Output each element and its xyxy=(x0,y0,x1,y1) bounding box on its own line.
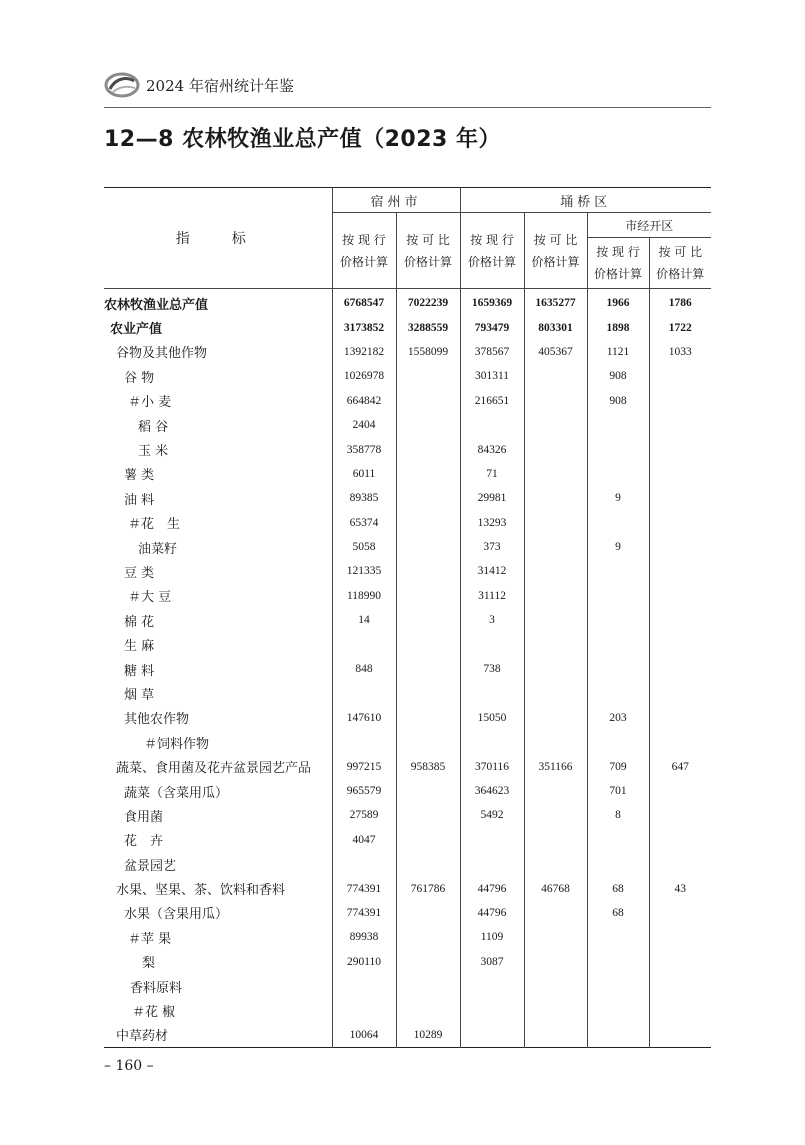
value-cell xyxy=(649,584,711,608)
value-cell: 364623 xyxy=(460,779,524,803)
value-cell: 1898 xyxy=(587,315,649,339)
row-label: 其他农作物 xyxy=(124,712,190,728)
value-cell: 118990 xyxy=(332,584,396,608)
table-row xyxy=(104,289,711,316)
value-cell xyxy=(524,462,587,486)
row-label: ＃大 豆 xyxy=(128,590,172,606)
col-header-line: 按 现 行 xyxy=(596,245,640,259)
value-cell xyxy=(396,364,460,388)
col-header-zone-comparable xyxy=(649,238,711,289)
row-label: ＃小 麦 xyxy=(128,395,172,411)
value-cell xyxy=(524,950,587,974)
col-header-line: 按 现 行 xyxy=(342,232,386,247)
value-cell: 848 xyxy=(332,657,396,681)
value-cell: 1109 xyxy=(460,925,524,949)
value-cell xyxy=(649,413,711,437)
value-cell: 6768547 xyxy=(332,289,396,316)
value-cell xyxy=(396,632,460,656)
table-row xyxy=(104,340,711,364)
value-cell: 121335 xyxy=(332,559,396,583)
value-cell xyxy=(524,657,587,681)
table-body xyxy=(104,289,711,1048)
value-cell: 5492 xyxy=(460,803,524,827)
value-cell: 46768 xyxy=(524,876,587,900)
value-cell: 29981 xyxy=(460,486,524,510)
value-cell xyxy=(524,803,587,827)
value-cell xyxy=(524,608,587,632)
value-cell xyxy=(396,413,460,437)
col-header-line: 价格计算 xyxy=(531,254,580,269)
value-cell xyxy=(460,730,524,754)
row-label: 豆 类 xyxy=(124,565,155,581)
value-cell xyxy=(460,632,524,656)
value-cell xyxy=(396,437,460,461)
col-header-line: 价格计算 xyxy=(468,254,517,269)
table-row xyxy=(104,876,711,900)
group-header-development-zone: 市经开区 xyxy=(587,213,711,238)
value-cell xyxy=(649,779,711,803)
value-cell xyxy=(396,608,460,632)
value-cell: 709 xyxy=(587,754,649,778)
value-cell xyxy=(524,974,587,998)
table-row xyxy=(104,803,711,827)
value-cell: 290110 xyxy=(332,950,396,974)
value-cell: 358778 xyxy=(332,437,396,461)
value-cell xyxy=(396,681,460,705)
value-cell xyxy=(649,901,711,925)
value-cell xyxy=(649,437,711,461)
value-cell: 1033 xyxy=(649,340,711,364)
row-label: 糖 料 xyxy=(124,663,155,679)
value-cell: 15050 xyxy=(460,706,524,730)
row-label: ＃饲料作物 xyxy=(144,736,210,752)
value-cell xyxy=(396,657,460,681)
output-value-table xyxy=(104,187,711,1048)
value-cell xyxy=(587,632,649,656)
value-cell xyxy=(396,998,460,1022)
value-cell: 31112 xyxy=(460,584,524,608)
value-cell xyxy=(587,925,649,949)
value-cell: 203 xyxy=(587,706,649,730)
value-cell xyxy=(587,681,649,705)
value-cell: 958385 xyxy=(396,754,460,778)
value-cell xyxy=(587,657,649,681)
table-row xyxy=(104,1023,711,1048)
value-cell xyxy=(396,828,460,852)
value-cell xyxy=(587,559,649,583)
table-row xyxy=(104,559,711,583)
value-cell: 1722 xyxy=(649,315,711,339)
value-cell xyxy=(524,706,587,730)
header-rule xyxy=(104,107,711,108)
value-cell xyxy=(396,803,460,827)
value-cell xyxy=(649,462,711,486)
value-cell xyxy=(460,974,524,998)
table-row xyxy=(104,462,711,486)
value-cell xyxy=(396,852,460,876)
value-cell: 701 xyxy=(587,779,649,803)
value-cell xyxy=(649,535,711,559)
table-row xyxy=(104,706,711,730)
value-cell: 31412 xyxy=(460,559,524,583)
value-cell: 1659369 xyxy=(460,289,524,316)
table-row xyxy=(104,950,711,974)
value-cell: 6011 xyxy=(332,462,396,486)
table-row xyxy=(104,998,711,1022)
value-cell: 1392182 xyxy=(332,340,396,364)
value-cell: 4047 xyxy=(332,828,396,852)
value-cell: 3288559 xyxy=(396,315,460,339)
value-cell xyxy=(332,998,396,1022)
value-cell xyxy=(524,828,587,852)
value-cell xyxy=(587,730,649,754)
value-cell xyxy=(649,657,711,681)
value-cell xyxy=(649,950,711,974)
col-header-yongqiao-comparable xyxy=(524,213,587,289)
row-label: 谷 物 xyxy=(124,370,155,386)
value-cell xyxy=(524,584,587,608)
value-cell: 1966 xyxy=(587,289,649,316)
value-cell: 7022239 xyxy=(396,289,460,316)
value-cell xyxy=(396,706,460,730)
value-cell: 44796 xyxy=(460,901,524,925)
row-label: 农业产值 xyxy=(110,322,163,338)
value-cell: 647 xyxy=(649,754,711,778)
value-cell: 664842 xyxy=(332,389,396,413)
value-cell xyxy=(524,559,587,583)
value-cell xyxy=(587,950,649,974)
table-row xyxy=(104,730,711,754)
row-label: ＃苹 果 xyxy=(128,931,172,947)
value-cell: 908 xyxy=(587,364,649,388)
value-cell xyxy=(649,486,711,510)
value-cell: 997215 xyxy=(332,754,396,778)
row-label: 薯 类 xyxy=(124,468,155,484)
value-cell xyxy=(524,681,587,705)
value-cell xyxy=(460,828,524,852)
table-row xyxy=(104,632,711,656)
value-cell: 1026978 xyxy=(332,364,396,388)
row-label: 烟 草 xyxy=(124,687,155,703)
value-cell xyxy=(649,998,711,1022)
value-cell: 1121 xyxy=(587,340,649,364)
value-cell: 373 xyxy=(460,535,524,559)
value-cell: 68 xyxy=(587,876,649,900)
table-row xyxy=(104,754,711,778)
col-header-yongqiao-current xyxy=(460,213,524,289)
table-row xyxy=(104,511,711,535)
value-cell xyxy=(649,632,711,656)
value-cell: 65374 xyxy=(332,511,396,535)
value-cell: 738 xyxy=(460,657,524,681)
value-cell: 774391 xyxy=(332,876,396,900)
value-cell xyxy=(396,974,460,998)
value-cell xyxy=(396,925,460,949)
col-header-line: 按 现 行 xyxy=(470,232,514,247)
value-cell xyxy=(587,413,649,437)
value-cell xyxy=(396,950,460,974)
value-cell xyxy=(524,364,587,388)
value-cell xyxy=(649,730,711,754)
table-row xyxy=(104,681,711,705)
value-cell xyxy=(524,901,587,925)
table-row xyxy=(104,657,711,681)
value-cell xyxy=(396,779,460,803)
row-label: 水果（含果用瓜） xyxy=(124,907,229,923)
running-header xyxy=(104,70,294,100)
value-cell: 68 xyxy=(587,901,649,925)
value-cell: 89385 xyxy=(332,486,396,510)
value-cell xyxy=(396,462,460,486)
value-cell xyxy=(524,1023,587,1048)
row-label: 油 料 xyxy=(124,492,155,508)
value-cell xyxy=(332,730,396,754)
value-cell xyxy=(649,852,711,876)
value-cell xyxy=(524,486,587,510)
value-cell xyxy=(332,974,396,998)
value-cell: 1558099 xyxy=(396,340,460,364)
value-cell xyxy=(524,925,587,949)
value-cell: 3087 xyxy=(460,950,524,974)
table-row xyxy=(104,901,711,925)
value-cell xyxy=(396,511,460,535)
value-cell: 10289 xyxy=(396,1023,460,1048)
value-cell: 803301 xyxy=(524,315,587,339)
value-cell: 9 xyxy=(587,535,649,559)
value-cell xyxy=(524,779,587,803)
row-label: 蔬菜、食用菌及花卉盆景园艺产品 xyxy=(116,761,312,777)
value-cell xyxy=(524,632,587,656)
group-header-suzhou: 宿州市 xyxy=(332,188,460,213)
value-cell: 10064 xyxy=(332,1023,396,1048)
value-cell: 43 xyxy=(649,876,711,900)
value-cell: 71 xyxy=(460,462,524,486)
value-cell: 1635277 xyxy=(524,289,587,316)
yearbook-logo-icon xyxy=(104,72,140,98)
col-header-line: 价格计算 xyxy=(656,267,705,281)
table-row xyxy=(104,852,711,876)
table-row xyxy=(104,779,711,803)
value-cell: 147610 xyxy=(332,706,396,730)
value-cell xyxy=(587,852,649,876)
value-cell: 351166 xyxy=(524,754,587,778)
value-cell xyxy=(649,559,711,583)
value-cell: 793479 xyxy=(460,315,524,339)
value-cell: 9 xyxy=(587,486,649,510)
value-cell: 3173852 xyxy=(332,315,396,339)
value-cell xyxy=(524,535,587,559)
value-cell xyxy=(460,852,524,876)
value-cell: 44796 xyxy=(460,876,524,900)
row-label: 玉 米 xyxy=(138,444,169,460)
value-cell xyxy=(524,730,587,754)
value-cell xyxy=(524,437,587,461)
table-row xyxy=(104,389,711,413)
value-cell xyxy=(460,413,524,437)
value-cell xyxy=(524,998,587,1022)
row-label: 盆景园艺 xyxy=(124,858,177,874)
running-header-text: 2024 年宿州统计年鉴 xyxy=(146,76,294,95)
value-cell: 761786 xyxy=(396,876,460,900)
value-cell xyxy=(396,559,460,583)
value-cell: 301311 xyxy=(460,364,524,388)
value-cell xyxy=(587,462,649,486)
value-cell xyxy=(649,925,711,949)
row-label: 食用菌 xyxy=(124,809,164,825)
value-cell xyxy=(587,1023,649,1048)
page-title: 12—8 农林牧渔业总产值（2023 年） xyxy=(104,127,501,152)
value-cell: 3 xyxy=(460,608,524,632)
value-cell xyxy=(396,535,460,559)
col-header-line: 按 可 比 xyxy=(533,232,578,247)
row-label: 中草药材 xyxy=(116,1029,169,1045)
row-label: ＃花 椒 xyxy=(132,1005,176,1021)
value-cell: 774391 xyxy=(332,901,396,925)
value-cell xyxy=(332,632,396,656)
table-row xyxy=(104,828,711,852)
value-cell xyxy=(396,901,460,925)
value-cell xyxy=(649,974,711,998)
row-label: ＃花 生 xyxy=(128,517,181,533)
value-cell xyxy=(396,389,460,413)
indicator-header: 指 标 xyxy=(104,188,332,289)
col-header-zone-current xyxy=(587,238,649,289)
value-cell xyxy=(587,998,649,1022)
row-label: 梨 xyxy=(142,956,156,972)
row-label: 水果、坚果、茶、饮料和香料 xyxy=(116,883,286,899)
value-cell xyxy=(587,437,649,461)
value-cell xyxy=(524,511,587,535)
col-header-line: 价格计算 xyxy=(594,267,643,281)
value-cell xyxy=(649,1023,711,1048)
row-label: 谷物及其他作物 xyxy=(116,346,208,362)
col-header-line: 按 可 比 xyxy=(658,245,703,259)
value-cell: 84326 xyxy=(460,437,524,461)
value-cell xyxy=(649,389,711,413)
value-cell: 13293 xyxy=(460,511,524,535)
value-cell xyxy=(587,974,649,998)
table-row xyxy=(104,364,711,388)
row-label: 农林牧渔业总产值 xyxy=(104,297,209,313)
table-row xyxy=(104,315,711,339)
value-cell xyxy=(587,608,649,632)
value-cell xyxy=(649,608,711,632)
value-cell xyxy=(396,730,460,754)
table-row xyxy=(104,925,711,949)
col-header-line: 价格计算 xyxy=(339,254,388,269)
value-cell xyxy=(649,364,711,388)
page-number: – 160 – xyxy=(104,1058,154,1074)
value-cell xyxy=(332,681,396,705)
value-cell xyxy=(524,852,587,876)
value-cell xyxy=(649,681,711,705)
value-cell xyxy=(649,828,711,852)
value-cell xyxy=(332,852,396,876)
row-label: 蔬菜（含菜用瓜） xyxy=(124,785,229,801)
table-row xyxy=(104,413,711,437)
value-cell xyxy=(649,706,711,730)
value-cell: 378567 xyxy=(460,340,524,364)
row-label: 油菜籽 xyxy=(138,541,178,557)
value-cell xyxy=(396,486,460,510)
group-header-yongqiao: 埇桥区 xyxy=(460,188,711,213)
col-header-line: 价格计算 xyxy=(404,254,453,269)
value-cell xyxy=(396,584,460,608)
row-label: 香料原料 xyxy=(130,980,183,996)
value-cell: 405367 xyxy=(524,340,587,364)
col-header-line: 按 可 比 xyxy=(406,232,450,247)
value-cell: 216651 xyxy=(460,389,524,413)
value-cell: 27589 xyxy=(332,803,396,827)
value-cell: 2404 xyxy=(332,413,396,437)
value-cell xyxy=(524,389,587,413)
value-cell xyxy=(587,828,649,852)
value-cell: 965579 xyxy=(332,779,396,803)
value-cell xyxy=(587,584,649,608)
col-header-suzhou-comparable xyxy=(396,213,460,289)
col-header-suzhou-current xyxy=(332,213,396,289)
table-row xyxy=(104,437,711,461)
table-row xyxy=(104,584,711,608)
row-label: 棉 花 xyxy=(124,614,155,630)
value-cell xyxy=(460,1023,524,1048)
row-label: 生 麻 xyxy=(124,639,155,655)
value-cell: 908 xyxy=(587,389,649,413)
value-cell xyxy=(460,681,524,705)
value-cell: 8 xyxy=(587,803,649,827)
value-cell: 89938 xyxy=(332,925,396,949)
table-row xyxy=(104,608,711,632)
value-cell xyxy=(649,803,711,827)
value-cell: 1786 xyxy=(649,289,711,316)
row-label: 稻 谷 xyxy=(138,419,169,435)
table-row xyxy=(104,974,711,998)
value-cell xyxy=(649,511,711,535)
value-cell: 14 xyxy=(332,608,396,632)
value-cell xyxy=(524,413,587,437)
value-cell: 5058 xyxy=(332,535,396,559)
value-cell: 370116 xyxy=(460,754,524,778)
row-label: 花 卉 xyxy=(124,834,164,850)
value-cell xyxy=(460,998,524,1022)
value-cell xyxy=(587,511,649,535)
table-row xyxy=(104,535,711,559)
table-row xyxy=(104,486,711,510)
